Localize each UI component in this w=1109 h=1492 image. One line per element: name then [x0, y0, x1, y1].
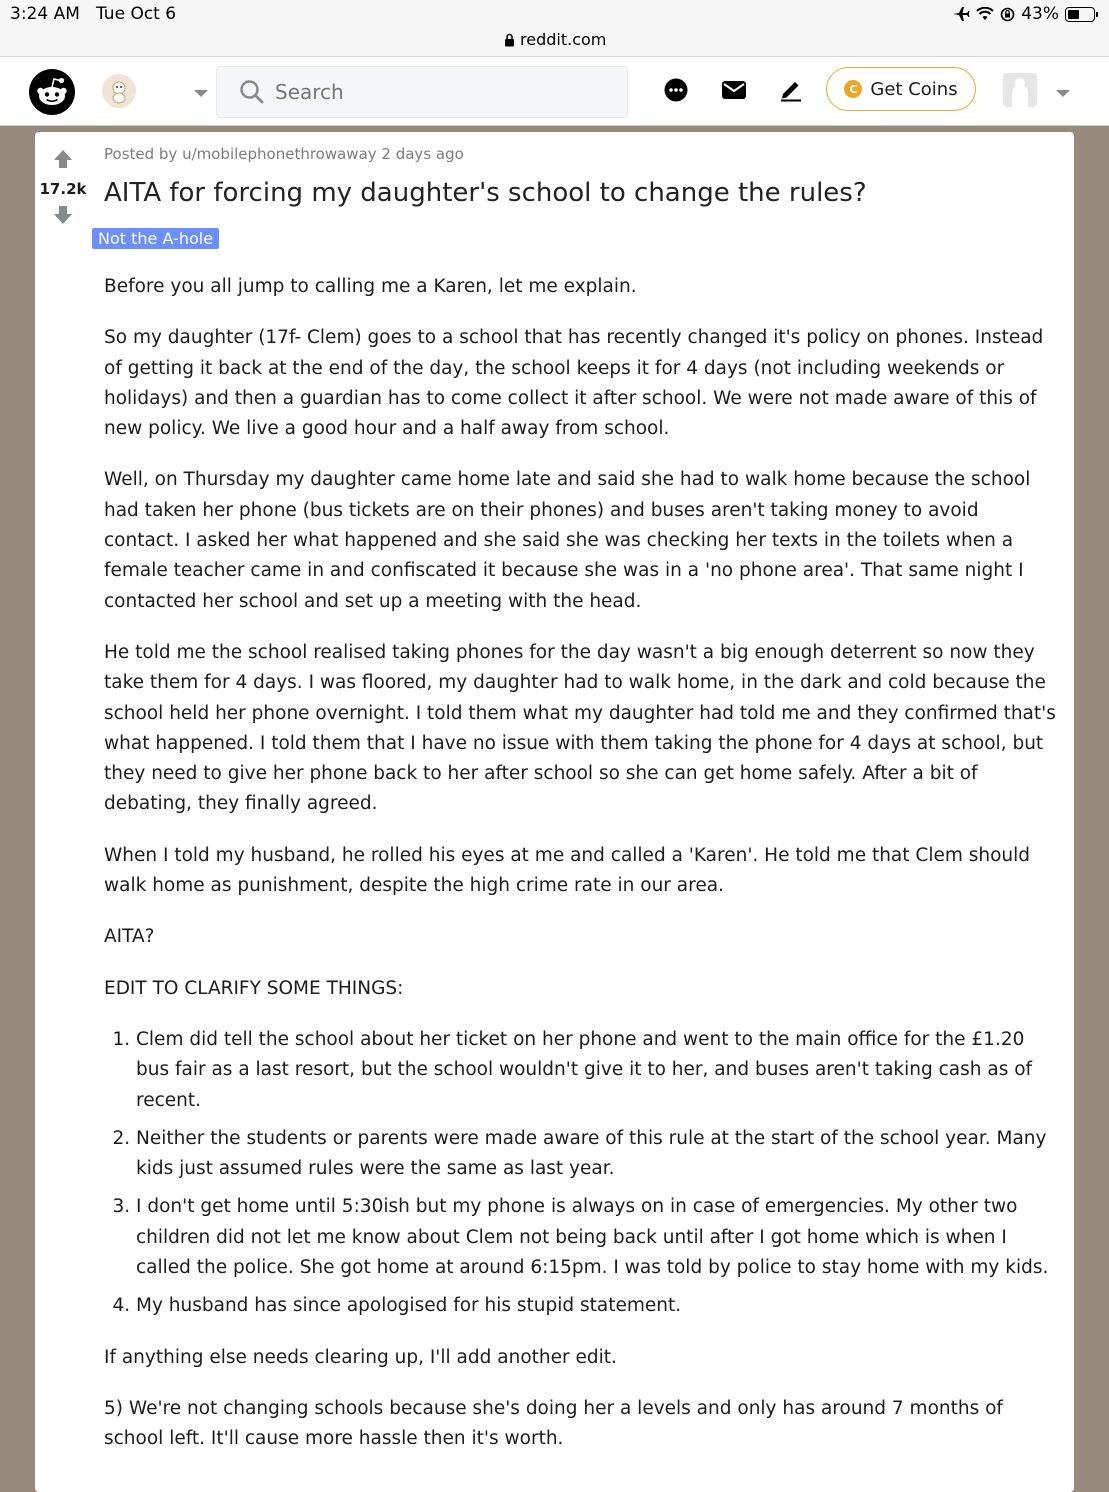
user-menu-caret-icon[interactable]	[1056, 90, 1070, 97]
coin-icon: C	[844, 80, 862, 98]
post-paragraph: So my daughter (17f- Clem) goes to a school that has recently changed it's policy on phones. Instead of getting it back at the end of the day, the school keeps it for 4 days (not including weekends or holidays) and then a guardian has to come collect it after school. We were not made aware of this of new policy. We live a good hour and a half away from school.	[104, 327, 1044, 440]
post-flair[interactable]: Not the A-hole	[92, 228, 219, 249]
edit-list-item: 2. Neither the students or parents were made aware of this rule at the start of the school year. Many kids just assumed rules were the same as last year.	[136, 1124, 1056, 1185]
airplane-icon	[952, 6, 970, 22]
url-text: reddit.com	[520, 30, 607, 49]
get-coins-button[interactable]	[826, 67, 976, 111]
search-icon	[239, 79, 265, 105]
post-paragraph: Well, on Thursday my daughter came home late and said she had to walk home because the school had taken her phone (bus tickets are on their phones) and buses aren't taking money to avoid contact. I asked her what happened and she said she was checking her texts in the toilets when a female teacher came in and confiscated it because she was in a 'no phone area'. That same night I contacted her school and set up a meeting with the head.	[104, 469, 1031, 612]
rotation-lock-icon	[1000, 7, 1015, 22]
post-paragraph: He told me the school realised taking phones for the day wasn't a big enough deterrent so now they take them for 4 days. I was floored, my daughter had to walk home, in the dark and cold because the school held her phone overnight. I told them what my daughter had told me and they confirmed that's what happened. I told them that I have no issue with them taking the phone for 4 days at school, but they need to give her phone back to her after school so she can get home safely. After a bit of debating, they finally agreed.	[104, 641, 1056, 815]
community-dropdown-caret-icon[interactable]	[194, 90, 208, 97]
status-bar	[0, 0, 1109, 28]
edit-list	[104, 1025, 1056, 1322]
battery-percent: 43%	[1021, 4, 1059, 24]
battery-icon	[1065, 7, 1095, 22]
user-snoo-icon	[1003, 73, 1037, 107]
post-body	[104, 272, 1056, 1476]
status-right	[952, 4, 1095, 24]
edit-list-item: 1. Clem did tell the school about her ticket on her phone and went to the main office for the £1.20 bus fair as a last resort, but the school wouldn't give it to her, and buses aren't taking cash as of recent.	[136, 1025, 1056, 1116]
create-post-icon[interactable]	[780, 78, 802, 102]
post-title[interactable]: AITA for forcing my daughter's school to change the rules?	[104, 178, 867, 208]
wifi-icon	[976, 7, 994, 21]
post-paragraph: AITA?	[104, 926, 155, 948]
lock-icon	[504, 33, 515, 47]
browser-url-bar[interactable]	[0, 28, 1109, 57]
post-paragraph: When I told my husband, he rolled his eyes at me and called a 'Karen'. He told me that Clem should walk home as punishment, despite the high crime rate in our area.	[104, 844, 1031, 897]
search-input[interactable]	[273, 77, 617, 107]
downvote-icon[interactable]	[52, 204, 74, 226]
post-paragraph: EDIT TO CLARIFY SOME THINGS:	[104, 977, 404, 999]
chat-icon[interactable]	[664, 78, 688, 102]
search-bar[interactable]	[216, 66, 628, 118]
status-time: 3:24 AM	[10, 4, 80, 24]
snoo-avatar-icon	[102, 74, 136, 108]
reddit-logo-icon[interactable]	[29, 69, 75, 115]
user-avatar[interactable]	[1003, 73, 1037, 107]
status-date: Tue Oct 6	[96, 4, 177, 24]
post-meta[interactable]: Posted by u/mobilephonethrowaway 2 days ago	[104, 145, 464, 163]
vote-column	[35, 148, 91, 230]
upvote-icon[interactable]	[52, 148, 74, 170]
edit-list-item: 3. I don't get home until 5:30ish but my phone is always on in case of emergencies. My other two children did not let me know about Clem not being back until after I got home which is when I called the police. She got home at around 6:15pm. I was told by police to stay home with my kids.	[136, 1192, 1056, 1283]
url-display[interactable]	[504, 30, 606, 49]
mail-icon[interactable]	[722, 81, 746, 99]
post-edit-5: 5) We're not changing schools because she's doing her a levels and only has around 7 months of school left. It'll cause more hassle then it's worth.	[104, 1397, 1003, 1450]
post-closing: If anything else needs clearing up, I'll add another edit.	[104, 1346, 617, 1368]
community-avatar[interactable]	[102, 74, 136, 108]
get-coins-label: Get Coins	[870, 78, 958, 100]
edit-list-item: 4. My husband has since apologised for his stupid statement.	[136, 1291, 1056, 1321]
reddit-header	[0, 57, 1109, 126]
post-paragraph: Before you all jump to calling me a Karen, let me explain.	[104, 276, 637, 297]
vote-count: 17.2k	[39, 180, 87, 198]
post-card	[35, 132, 1074, 1492]
